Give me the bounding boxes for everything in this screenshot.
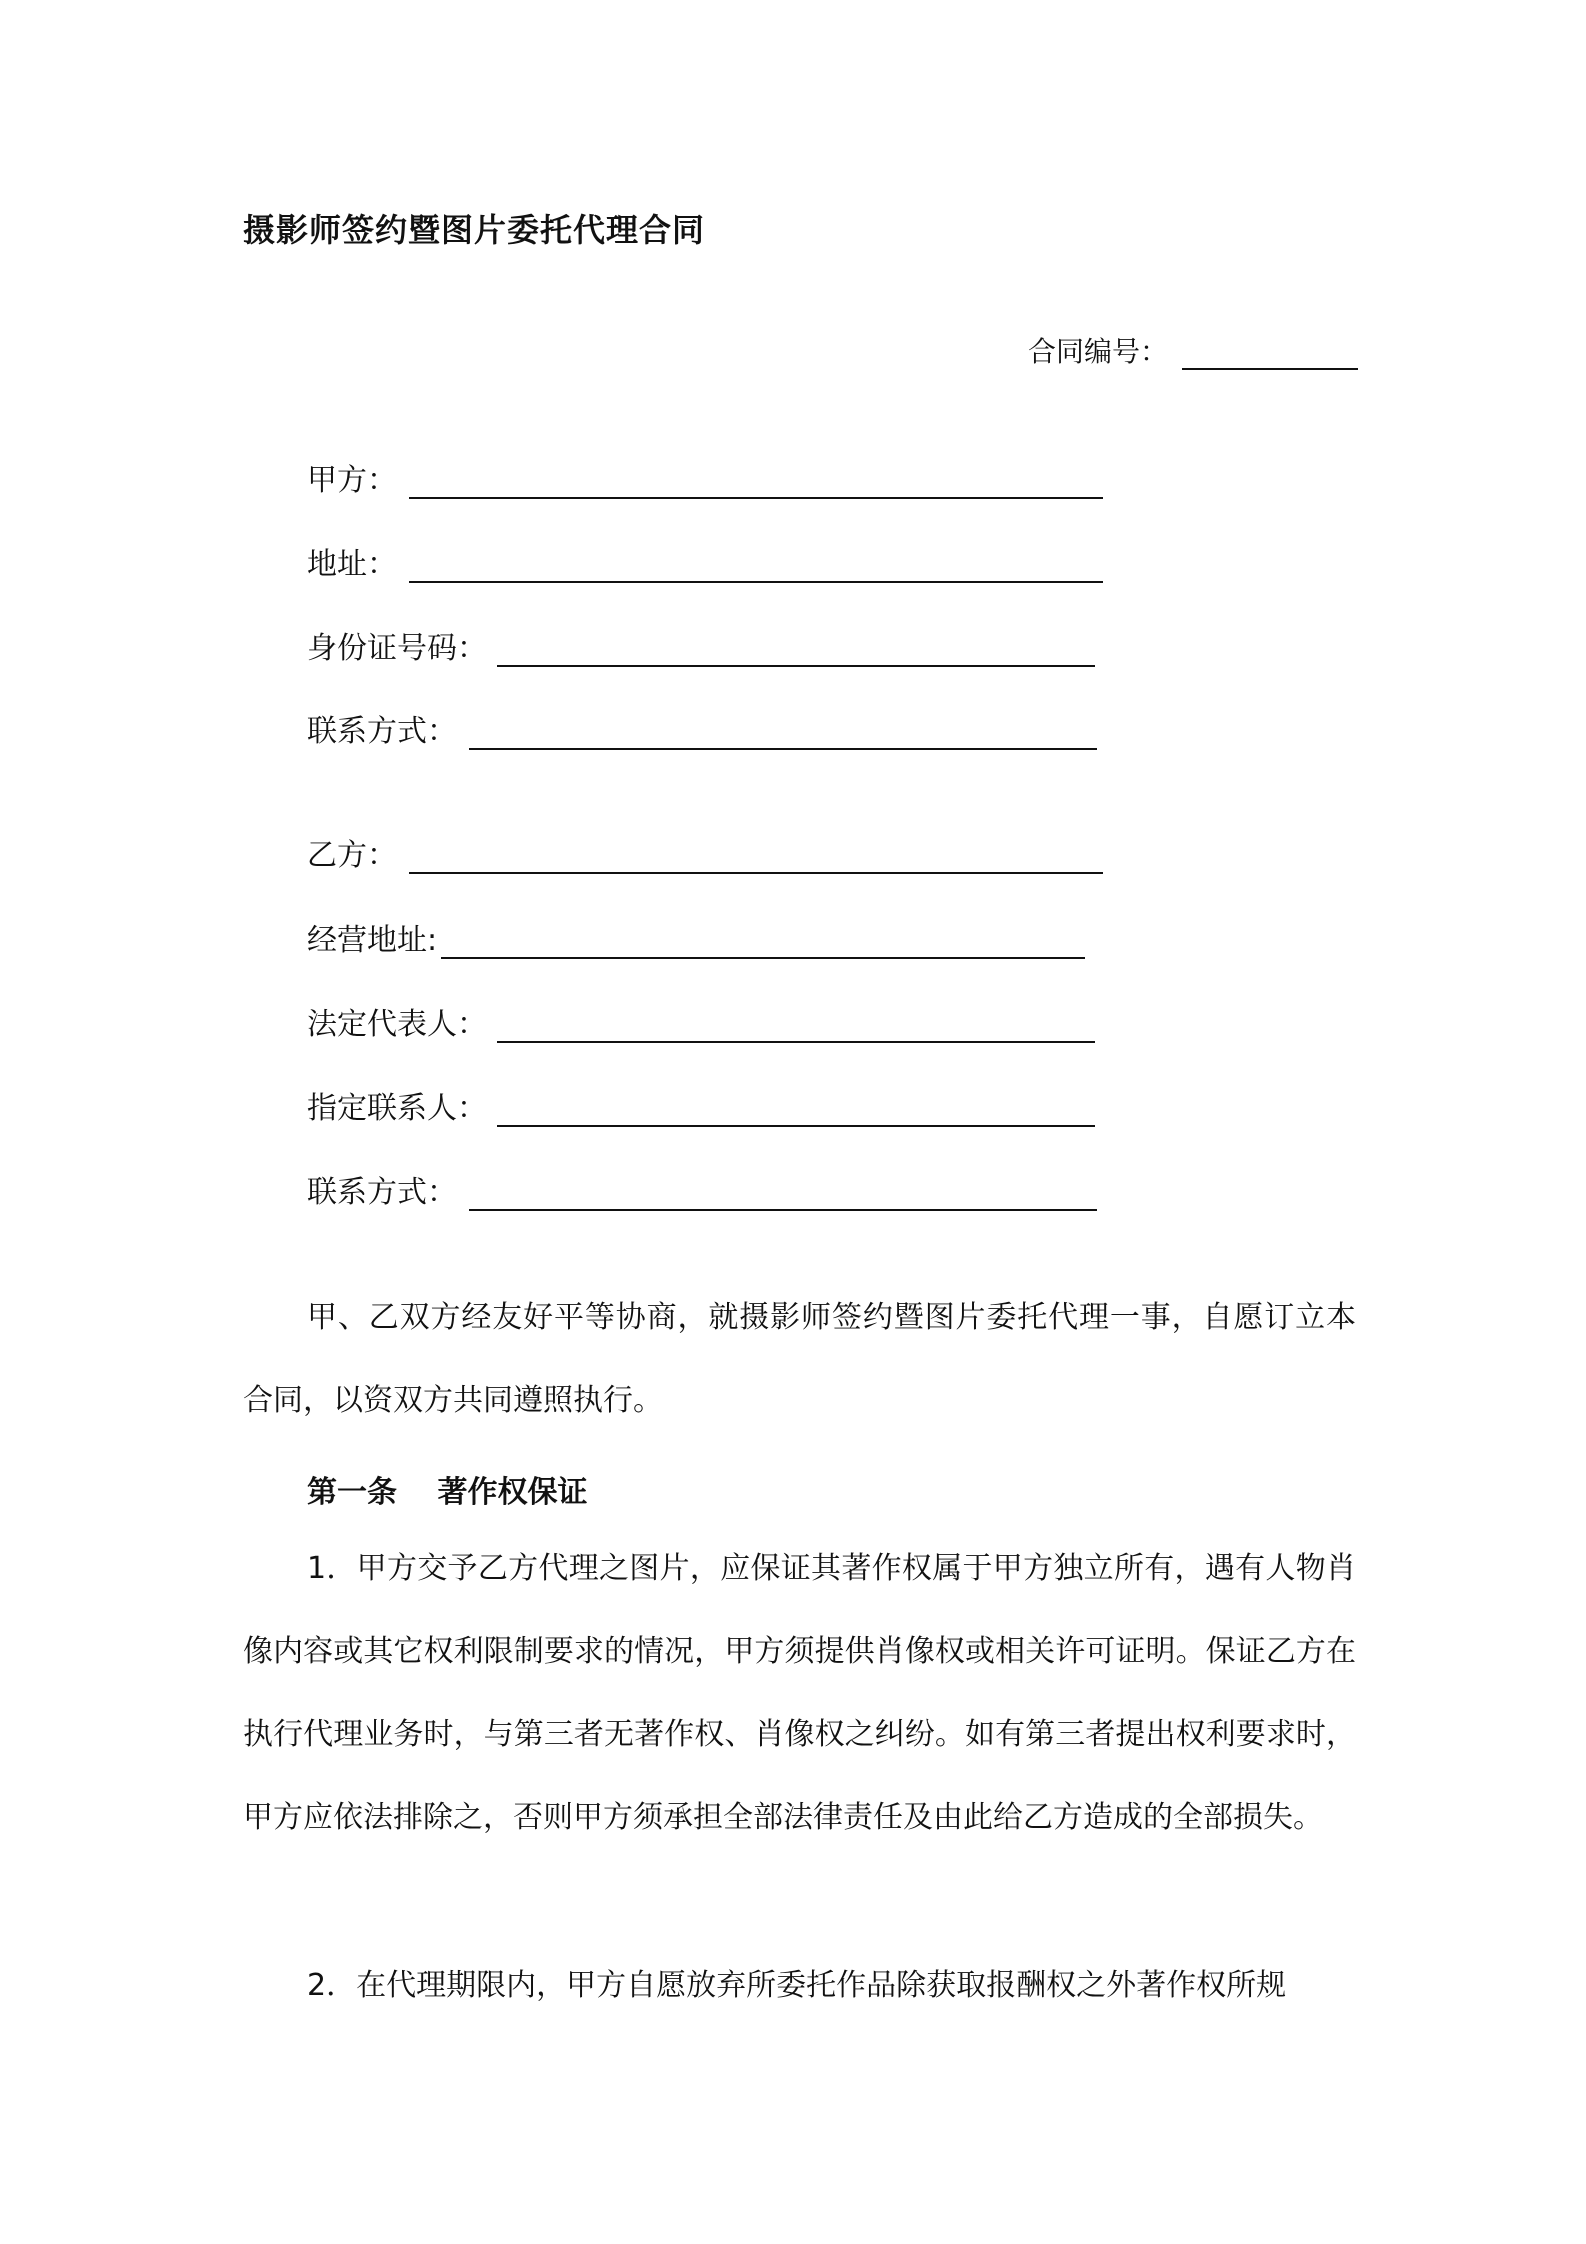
party-a-id-label: 身份证号码： <box>307 631 487 666</box>
party-a-name-field <box>307 455 1103 499</box>
party-b-name-field <box>307 830 1103 874</box>
clause-2-paragraph: 2．在代理期限内，甲方自愿放弃所委托作品除获取报酬权之外著作权所规 <box>307 1968 1287 2003</box>
contract-number-field <box>1028 330 1358 370</box>
party-b-legal-rep-field <box>307 999 1095 1043</box>
party-b-legal-rep-label: 法定代表人： <box>307 1007 487 1042</box>
party-a-contact-field <box>307 706 1097 750</box>
preamble-paragraph: 甲、乙双方经友好平等协商，就摄影师签约暨图片委托代理一事，自愿订立本合同，以资双方共同遵照执行。 <box>243 1300 1356 1418</box>
party-b-business-address-blank <box>441 921 1085 959</box>
party-a-address-label: 地址： <box>307 547 397 582</box>
party-a-address-blank <box>409 545 1103 583</box>
party-a-name-blank <box>409 461 1103 499</box>
party-a-contact-blank <box>469 712 1097 750</box>
party-a-id-field <box>307 623 1095 667</box>
party-a-id-blank <box>497 629 1095 667</box>
party-b-name-label: 乙方： <box>307 838 397 873</box>
party-a-contact-label: 联系方式： <box>307 714 457 749</box>
article-1-heading: 第一条 著作权保证 <box>307 1475 588 1510</box>
party-b-contact-label: 联系方式： <box>307 1175 457 1210</box>
party-b-designated-contact-label: 指定联系人： <box>307 1091 487 1126</box>
party-b-business-address-label: 经营地址: <box>307 923 438 958</box>
party-b-contact-field <box>307 1167 1097 1211</box>
party-b-contact-blank <box>469 1173 1097 1211</box>
party-a-address-field <box>307 539 1103 583</box>
party-b-designated-contact-blank <box>497 1089 1095 1127</box>
party-b-legal-rep-blank <box>497 1005 1095 1043</box>
contract-number-label: 合同编号： <box>1027 335 1168 368</box>
contract-number-blank <box>1182 332 1358 370</box>
party-b-name-blank <box>409 836 1103 874</box>
party-b-business-address-field <box>307 915 1085 959</box>
party-a-name-label: 甲方： <box>307 463 397 498</box>
clause-1-paragraph: 1．甲方交予乙方代理之图片，应保证其著作权属于甲方独立所有，遇有人物肖像内容或其它权利限制要求的情况，甲方须提供肖像权或相关许可证明。保证乙方在执行代理业务时，与第三者无著作权、肖像权之纠纷。如有第三者提出权利要求时，甲方应依法排除之，否则甲方须承担全部法律责任及由此给乙方造成的全部损失。 <box>243 1551 1356 1835</box>
party-b-designated-contact-field <box>307 1083 1095 1127</box>
document-title: 摄影师签约暨图片委托代理合同 <box>243 211 706 249</box>
